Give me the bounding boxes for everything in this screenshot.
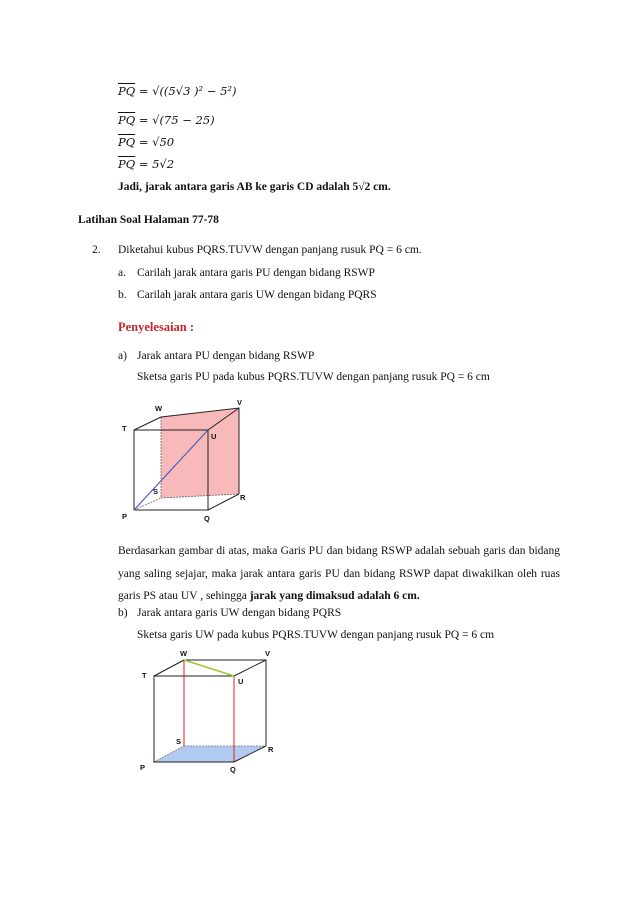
cube-edge-qr: [208, 494, 239, 510]
label-t: T: [142, 671, 147, 680]
calc-rhs-2: = √(75 − 25): [138, 113, 215, 127]
problem-item-a-marker: a.: [118, 267, 126, 279]
part-a-title: Jarak antara PU dengan bidang RSWP: [137, 350, 315, 362]
label-q: Q: [230, 765, 236, 774]
cube-edge-uv: [234, 660, 266, 676]
cube-edge-ps: [134, 498, 161, 510]
part-a-marker: a): [118, 350, 127, 362]
label-s: S: [153, 487, 159, 496]
cube-figure-a: [110, 398, 260, 526]
label-u: U: [211, 432, 217, 441]
label-v: V: [237, 398, 243, 407]
label-r: R: [240, 493, 246, 502]
pq-symbol: $\overline{PQ}$: [118, 84, 136, 98]
label-u: U: [238, 677, 244, 686]
calc-rhs-1: = √((5√3 )² − 5²): [138, 84, 237, 98]
problem-item-a: Carilah jarak antara garis PU dengan bidang RSWP: [137, 267, 375, 279]
part-a-explanation-bold: jarak yang dimaksud adalah 6 cm.: [249, 590, 420, 602]
pq-symbol: $\overline{PQ}$: [118, 113, 136, 127]
problem-number: 2.: [92, 244, 101, 256]
cube-figure-b: [136, 648, 286, 778]
calc-line-4: [118, 157, 174, 171]
pq-symbol: $\overline{PQ}$: [118, 157, 136, 171]
part-b-title: Jarak antara garis UW dengan bidang PQRS: [137, 607, 342, 619]
label-q: Q: [204, 514, 210, 523]
pq-symbol: $\overline{PQ}$: [118, 135, 136, 149]
calc-line-2: [118, 113, 215, 127]
label-s: S: [176, 737, 182, 746]
label-w: W: [155, 404, 163, 413]
label-p: P: [122, 512, 128, 521]
calc-rhs-4: = 5√2: [138, 157, 175, 171]
part-b-marker: b): [118, 607, 128, 619]
problem-item-b-marker: b.: [118, 289, 127, 301]
section-title: Latihan Soal Halaman 77-78: [78, 214, 219, 226]
label-r: R: [268, 745, 274, 754]
calc-line-1: [118, 84, 237, 98]
label-p: P: [140, 763, 146, 772]
part-a-sketch-caption: Sketsa garis PU pada kubus PQRS.TUVW dengan panjang rusuk PQ = 6 cm: [137, 371, 490, 383]
cube-edge-tw: [154, 660, 184, 676]
label-t: T: [122, 424, 127, 433]
part-a-explanation: [118, 540, 560, 608]
label-v: V: [265, 649, 271, 658]
line-uw: [184, 660, 234, 676]
label-w: W: [180, 649, 188, 658]
problem-item-b: Carilah jarak antara garis UW dengan bidang PQRS: [137, 289, 377, 301]
problem-statement: Diketahui kubus PQRS.TUVW dengan panjang rusuk PQ = 6 cm.: [118, 244, 422, 256]
plane-rswp: [161, 408, 239, 498]
calc-line-3: [118, 135, 174, 149]
part-b-sketch-caption: Sketsa garis UW pada kubus PQRS.TUVW dengan panjang rusuk PQ = 6 cm: [137, 629, 495, 641]
cube-edge-tw: [134, 417, 161, 430]
calc-conclusion: Jadi, jarak antara garis AB ke garis CD adalah 5√2 cm.: [118, 181, 391, 193]
calc-rhs-3: = √50: [138, 135, 175, 149]
part-a-explanation-text: Berdasarkan gambar di atas, maka Garis PU dan bidang RSWP adalah sebuah garis dan bidang yang saling sejajar, maka jarak antara garis PU dan bidang RSWP dapat diwakilkan oleh ruas garis PS atau UV , sehingga: [118, 545, 560, 602]
solution-heading: Penyelesaian :: [118, 320, 195, 334]
